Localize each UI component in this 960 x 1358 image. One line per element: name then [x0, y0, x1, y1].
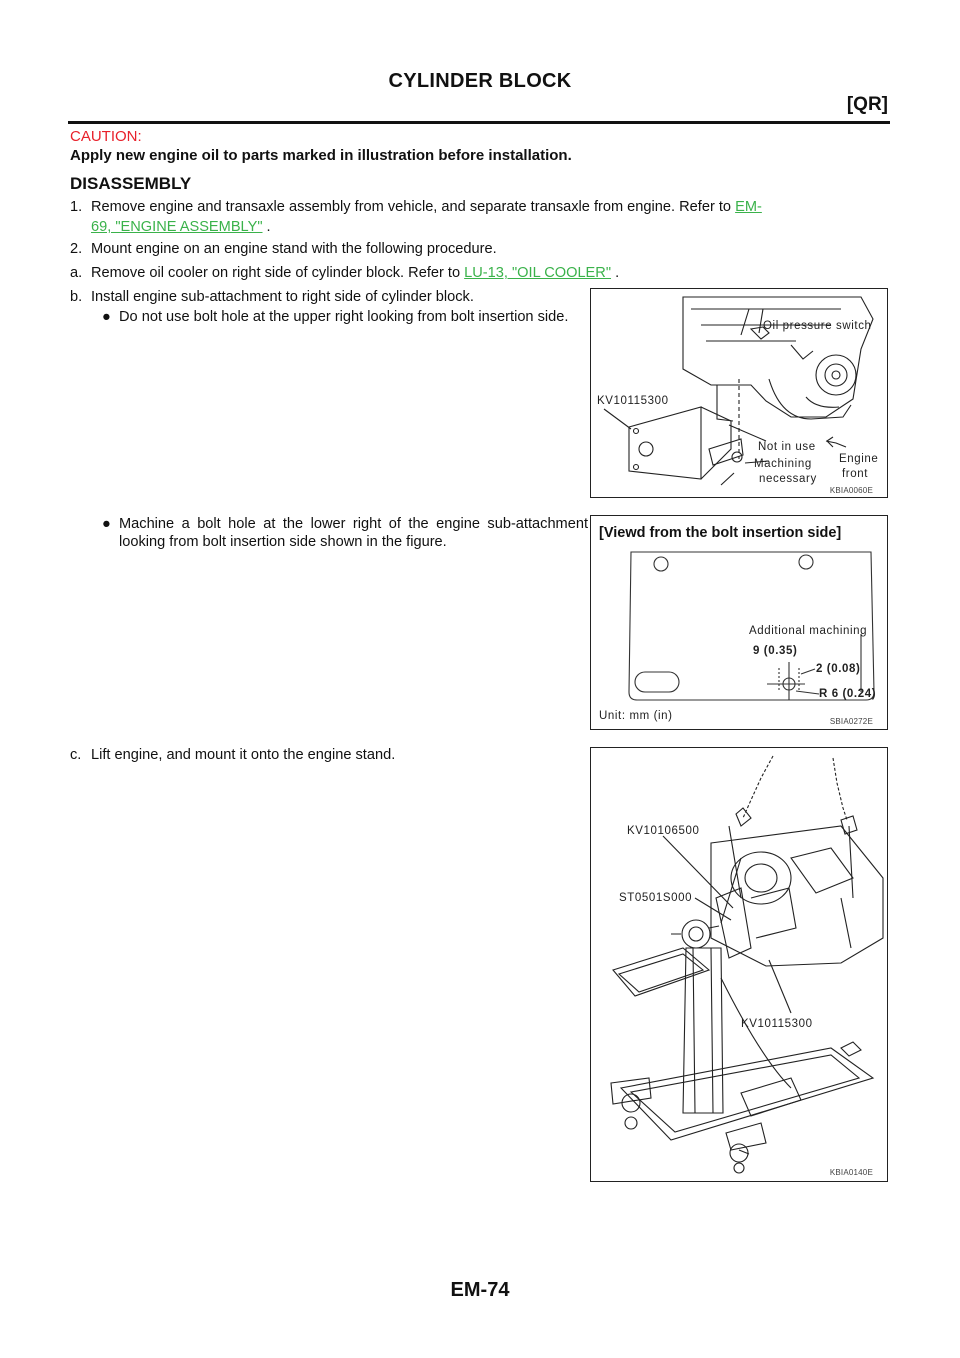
section-heading: DISASSEMBLY	[70, 174, 192, 193]
figure-code: KBIA0140E	[829, 1168, 873, 1177]
label-not-in-use: Not in use	[758, 441, 816, 453]
engine-stand-illustration	[591, 748, 889, 1183]
bullet-2	[102, 515, 588, 551]
page-number: EM-74	[450, 1279, 510, 1301]
label-necessary: necessary	[759, 473, 817, 485]
figure-engine-sub-attachment	[590, 288, 888, 498]
label-front: front	[842, 468, 869, 480]
label-st0501s000: ST0501S000	[619, 892, 693, 904]
step-2-text: Mount engine on an engine stand with the following procedure.	[91, 241, 497, 257]
step-1-text: Remove engine and transaxle assembly from vehicle, and separate transaxle from engine. Refer to	[91, 199, 736, 215]
label-dim-r6: R 6 (0.24)	[819, 688, 877, 700]
label-machining: Machining	[754, 458, 812, 470]
label-dim-2: 2 (0.08)	[816, 663, 861, 675]
label-engine: Engine	[839, 453, 879, 465]
step-a-text: Remove oil cooler on right side of cylinder block. Refer to	[91, 265, 465, 281]
step-a-after: .	[611, 265, 620, 281]
figure-heading: [Viewd from the bolt insertion side]	[599, 525, 842, 541]
step-b-label: b.	[70, 289, 83, 305]
figure-code: KBIA0060E	[829, 486, 873, 495]
step-1-cont	[91, 217, 271, 237]
step-1-link-em69-cont[interactable]: 69, "ENGINE ASSEMBLY"	[91, 219, 263, 235]
label-oil-pressure-switch: Oil pressure switch	[763, 320, 872, 332]
section-tag: [QR]	[846, 94, 888, 115]
step-1	[70, 197, 890, 217]
step-2-label: 2.	[70, 241, 83, 257]
step-b-text: Install engine sub-attachment to right side of cylinder block.	[91, 289, 474, 305]
page-title: CYLINDER BLOCK	[388, 70, 572, 92]
label-kv10115300-fig1: KV10115300	[597, 395, 669, 407]
label-unit: Unit: mm (in)	[599, 710, 673, 722]
bullet-1-text: Do not use bolt hole at the upper right looking from bolt insertion side.	[119, 309, 569, 325]
figure-code: SBIA0272E	[829, 717, 873, 726]
bullet-1	[102, 308, 588, 326]
step-1-after: .	[262, 219, 271, 235]
label-dim-9: 9 (0.35)	[753, 645, 798, 657]
step-2	[70, 239, 497, 259]
step-a	[70, 263, 619, 283]
step-a-label: a.	[70, 265, 83, 281]
figure-plate-view	[590, 515, 888, 730]
step-b	[70, 287, 474, 307]
bullet-dot-icon: ●	[102, 309, 111, 325]
caution-label: CAUTION:	[70, 128, 142, 145]
step-c	[70, 745, 395, 765]
figure-engine-stand	[590, 747, 888, 1182]
bullet-2-text: Machine a bolt hole at the lower right of the engine sub-attachment looking from bolt insertion side shown in the figure.	[119, 516, 588, 550]
step-a-link-lu13[interactable]: LU-13, "OIL COOLER"	[464, 265, 612, 281]
label-additional-machining: Additional machining	[749, 625, 868, 637]
step-c-text: Lift engine, and mount it onto the engine stand.	[91, 747, 396, 763]
caution-text: Apply new engine oil to parts marked in illustration before installation.	[70, 147, 572, 164]
bullet-dot-icon: ●	[102, 516, 111, 532]
label-kv10115300-fig3: KV10115300	[741, 1018, 813, 1030]
step-1-label: 1.	[70, 199, 83, 215]
step-1-link-em69[interactable]: EM-	[735, 199, 762, 215]
header-divider	[68, 121, 890, 124]
step-c-label: c.	[70, 747, 82, 763]
label-kv10106500: KV10106500	[627, 825, 700, 837]
